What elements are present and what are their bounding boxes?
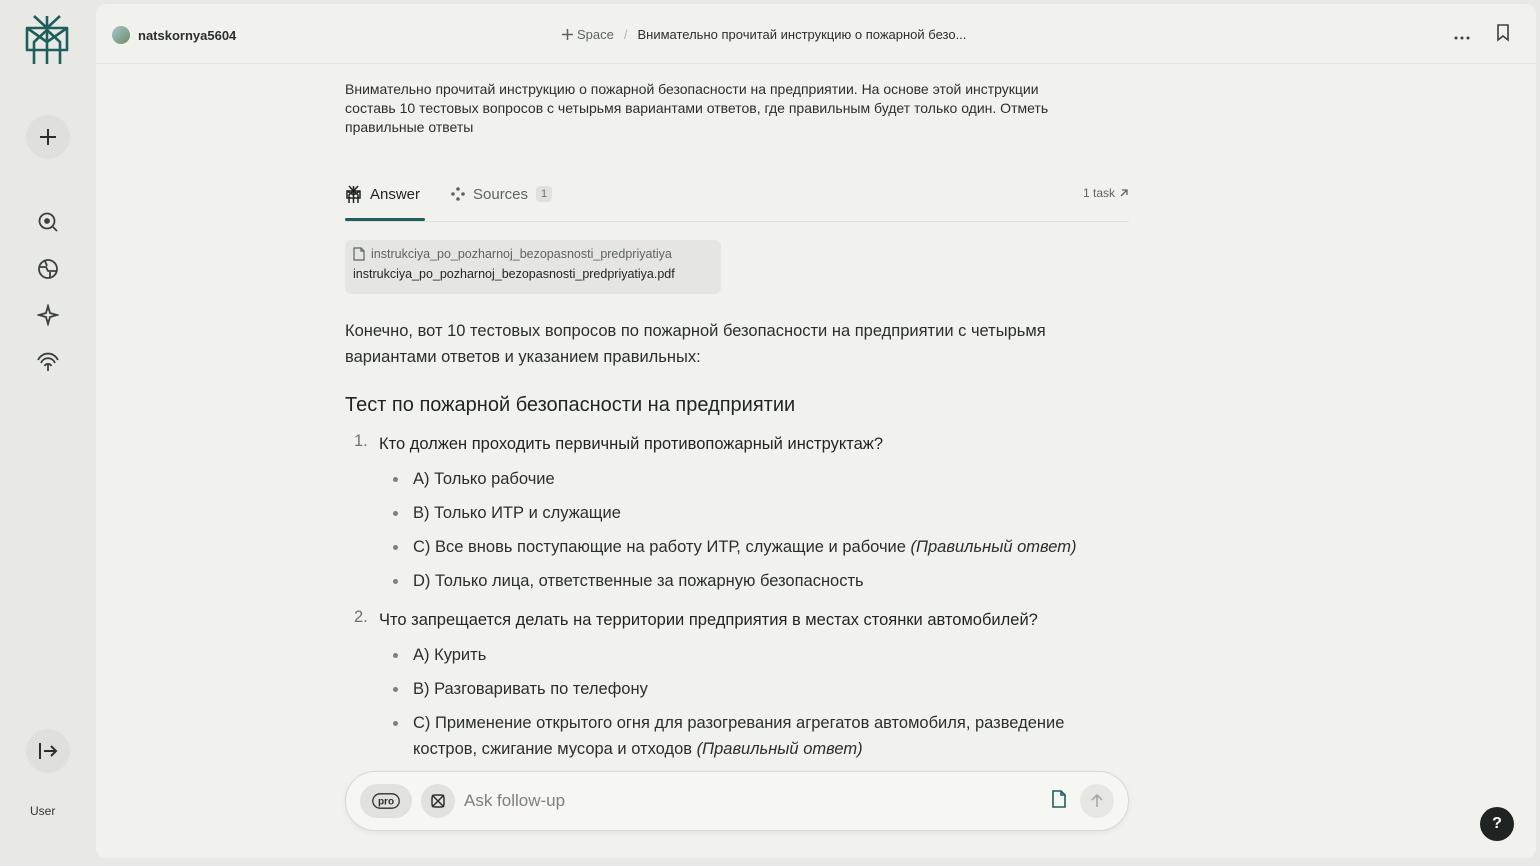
- option-item: D) Только лица, ответственные за пожарную безопасность: [379, 568, 1129, 594]
- avatar-alt-text: User: [30, 806, 56, 818]
- ellipsis-icon: [1454, 36, 1470, 40]
- search-icon: [37, 211, 59, 233]
- correct-answer-mark: (Правильный ответ): [696, 740, 863, 758]
- tab-sources[interactable]: [451, 180, 552, 208]
- arrow-right-bar-icon: [37, 741, 59, 761]
- file-display-name: instrukciya_po_pozharnoj_bezopasnosti_predpriyatiya: [371, 247, 672, 261]
- sidebar: [0, 0, 96, 866]
- option-item: C) Применение открытого огня для разогревания агрегатов автомобиля, разведение костров, сжигание мусора и отходов (Правильный ответ): [379, 710, 1129, 762]
- user-avatar-small: [112, 26, 130, 44]
- breadcrumb-separator: /: [623, 27, 628, 42]
- spaces-nav-button[interactable]: [36, 303, 60, 327]
- pro-toggle-button[interactable]: [360, 784, 412, 818]
- file-attach-icon: [1052, 790, 1066, 808]
- sources-count-badge: 1: [536, 186, 552, 202]
- option-item: A) Только рабочие: [379, 466, 1129, 492]
- svg-text:pro: pro: [377, 796, 395, 808]
- correct-answer-mark: (Правильный ответ): [910, 538, 1077, 556]
- bookmark-button[interactable]: [1496, 24, 1510, 47]
- focus-icon: [430, 793, 446, 809]
- top-bar: [96, 4, 1536, 64]
- arrow-up-right-icon: [1119, 188, 1129, 198]
- option-item: B) Только ИТР и служащие: [379, 500, 1129, 526]
- perplexity-logo-icon[interactable]: [24, 14, 72, 68]
- option-item: A) Курить: [379, 642, 1129, 668]
- bookmark-icon: [1496, 24, 1510, 42]
- sources-icon: [451, 187, 465, 201]
- library-nav-button[interactable]: [36, 349, 60, 373]
- task-label: 1 task: [1082, 186, 1115, 200]
- tab-answer[interactable]: [345, 180, 420, 208]
- follow-up-composer: [345, 771, 1129, 831]
- tab-answer-label: Answer: [370, 185, 421, 203]
- attach-file-button[interactable]: [1052, 790, 1066, 813]
- add-to-space-button[interactable]: [562, 27, 614, 42]
- arrow-up-icon: [1091, 794, 1103, 808]
- question-number: 2.: [354, 608, 368, 626]
- new-thread-button[interactable]: [26, 115, 70, 159]
- top-actions: [1454, 24, 1510, 47]
- options-list: [379, 642, 1129, 762]
- option-item: B) Разговаривать по телефону: [379, 676, 1129, 702]
- options-list: [379, 466, 1129, 594]
- user-chip[interactable]: [112, 26, 236, 44]
- file-full-name: instrukciya_po_pozharnoj_bezopasnosti_predpriyatiya.pdf: [353, 267, 675, 281]
- search-nav-button[interactable]: [36, 210, 60, 234]
- plus-icon: [38, 127, 58, 147]
- pro-icon: [372, 793, 400, 809]
- tab-sources-label: Sources: [473, 185, 529, 203]
- perplexity-small-icon: [345, 185, 362, 204]
- question-item: [345, 608, 1129, 762]
- file-icon: [353, 247, 365, 261]
- breadcrumb: [562, 27, 966, 42]
- more-options-button[interactable]: [1454, 27, 1470, 45]
- signal-icon: [36, 350, 60, 372]
- attached-file-card[interactable]: [345, 240, 721, 294]
- question-text: Кто должен проходить первичный противопожарный инструктаж?: [379, 435, 884, 453]
- option-item: C) Все вновь поступающие на работу ИТР, служащие и рабочие (Правильный ответ): [379, 534, 1129, 560]
- questions-list: [345, 432, 1129, 776]
- space-label: Space: [577, 27, 614, 42]
- send-button[interactable]: [1080, 784, 1114, 818]
- task-link[interactable]: [1083, 186, 1129, 200]
- user-avatar[interactable]: [30, 806, 66, 842]
- globe-icon: [37, 258, 59, 280]
- username: natskornya5604: [138, 27, 237, 43]
- sparkle-icon: [37, 304, 59, 326]
- question-number: 1.: [354, 432, 368, 450]
- question-text: Что запрещается делать на территории предприятия в местах стоянки автомобилей?: [379, 611, 1038, 629]
- answer-heading: Тест по пожарной безопасности на предприятии: [345, 394, 796, 416]
- active-tab-indicator: [345, 218, 425, 221]
- question-item: [345, 432, 1129, 594]
- help-button[interactable]: ?: [1480, 807, 1514, 841]
- expand-sidebar-button[interactable]: [26, 729, 70, 773]
- main-panel: [96, 4, 1536, 858]
- discover-nav-button[interactable]: [36, 257, 60, 281]
- follow-up-input[interactable]: [464, 788, 1024, 814]
- answer-intro: Конечно, вот 10 тестовых вопросов по пожарной безопасности на предприятии с четырьмя вариантами ответов и указанием правильных:: [345, 322, 1046, 366]
- focus-button[interactable]: [421, 784, 455, 818]
- answer-tabs: [345, 180, 1129, 222]
- thread-title[interactable]: Внимательно прочитай инструкцию о пожарной безо...: [637, 27, 967, 42]
- user-query: Внимательно прочитай инструкцию о пожарной безопасности на предприятии. На основе этой инструкции составь 10 тестовых вопросов с четырьмя вариантами ответов, где правильным будет только один. Отметь правильные ответы: [345, 81, 1049, 135]
- plus-icon: [562, 29, 573, 40]
